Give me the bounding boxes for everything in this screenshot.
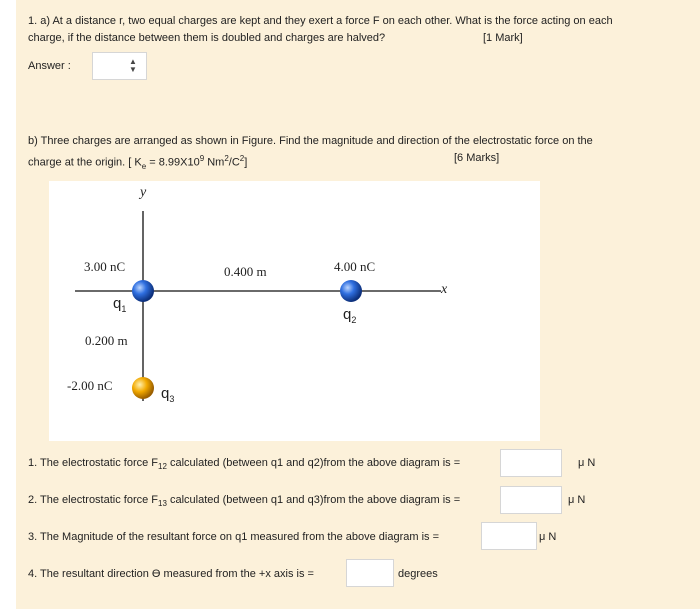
answer-label: Answer : <box>28 60 71 72</box>
q2-sphere <box>340 280 362 302</box>
distance-y-label: 0.200 m <box>85 333 128 348</box>
question-b-marks: [6 Marks] <box>454 152 500 164</box>
question-b-line1: b) Three charges are arranged as shown in Figure. Find the magnitude and direction of the electrostatic force on the <box>28 135 593 147</box>
charges-figure <box>49 181 540 441</box>
question-a-line1: 1. a) At a distance r, two equal charges are kept and they exert a force F on each other. What is the force acting on each <box>28 15 613 27</box>
select-arrows-icon: ▲ ▼ <box>129 57 137 74</box>
resultant-magnitude-input[interactable] <box>481 522 537 550</box>
q1-label: $q_1$ <box>113 295 127 314</box>
y-axis-label: y <box>140 185 147 200</box>
item-1-unit: μ N <box>578 457 596 469</box>
question-b-line2: charge at the origin. [ $K_e = 8.99X10^9$ $Nm^2/C^2$] <box>28 154 248 171</box>
q1-sphere <box>132 280 154 302</box>
q2-charge-label: 4.00 nC <box>334 259 376 274</box>
item-4-text: 4. The resultant direction ϴ measured from the +x axis is = <box>28 568 314 580</box>
item-3-unit: μ N <box>539 531 557 543</box>
item-4-unit: degrees <box>398 568 438 580</box>
item-1-text: 1. The electrostatic force $F_{12}$ calculated (between q1 and q2)from the above diagram is = <box>28 457 461 472</box>
direction-input[interactable] <box>346 559 394 587</box>
q3-sphere <box>132 377 154 399</box>
item-2-unit: μ N <box>568 494 586 506</box>
x-axis-label: x <box>441 282 448 297</box>
q3-label: $q_3$ <box>161 385 175 404</box>
item-3-text: 3. The Magnitude of the resultant force on q1 measured from the above diagram is = <box>28 531 440 543</box>
question-page <box>16 0 700 609</box>
item-2-text: 2. The electrostatic force $F_{13}$ calculated (between q1 and q3)from the above diagram is = <box>28 494 461 509</box>
question-a-line2: charge, if the distance between them is doubled and charges are halved? <box>28 32 386 44</box>
q3-charge-label: -2.00 nC <box>67 378 113 393</box>
q1-charge-label: 3.00 nC <box>84 259 126 274</box>
q2-label: $q_2$ <box>343 306 357 325</box>
distance-x-label: 0.400 m <box>224 264 267 279</box>
question-a-marks: [1 Mark] <box>483 32 523 44</box>
answer-select[interactable] <box>92 52 147 80</box>
f12-input[interactable] <box>500 449 562 477</box>
f13-input[interactable] <box>500 486 562 514</box>
